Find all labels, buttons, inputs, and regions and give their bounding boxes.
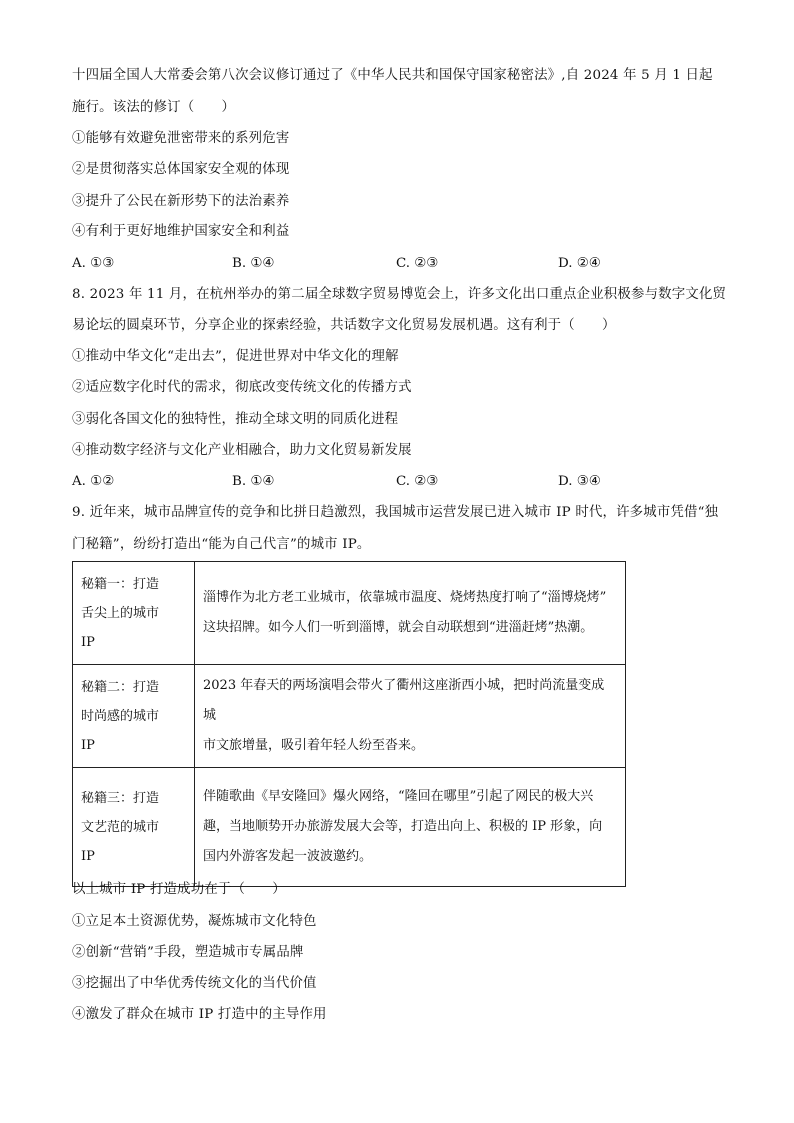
label-line: 秘籍三：打造 (81, 790, 160, 806)
table-row (73, 665, 626, 768)
q8-option-b: B. ①④ (232, 474, 275, 489)
q8-item-3: ③弱化各国文化的独特性，推动全球文明的同质化进程 (72, 412, 399, 427)
content-line: 市文旅增量，吸引着年轻人纷至沓来。 (203, 738, 425, 753)
content-line: 这块招牌。如今人们一听到淄博，就会自动联想到“进淄赶烤”热潮。 (203, 620, 594, 635)
table-row-label (73, 768, 195, 887)
content-line: 伴随歌曲《早安隆回》爆火网络，“隆回在哪里”引起了网民的极大兴 (203, 789, 594, 804)
q8-item-2: ②适应数字化时代的需求，彻底改变传统文化的传播方式 (72, 380, 412, 395)
table-row-content (195, 665, 626, 768)
table-row (73, 562, 626, 665)
q7-option-a: A. ①③ (72, 256, 115, 271)
q9-item-3: ③挖掘出了中华优秀传统文化的当代价值 (72, 976, 317, 991)
q8-stem-line-1: 8. 2023 年 11 月，在杭州举办的第二届全球数字贸易博览会上，许多文化出口重点企业积极参与数字文化贸 (72, 287, 727, 302)
q7-item-2: ②是贯彻落实总体国家安全观的体现 (72, 162, 290, 177)
table-row-content (195, 562, 626, 665)
q9-stem-line-2: 门秘籍”，纷纷打造出“能为自己代言”的城市 IP。 (72, 537, 371, 552)
q8-options (72, 472, 732, 492)
q8-item-4: ④推动数字经济与文化产业相融合，助力文化贸易新发展 (72, 443, 412, 458)
q7-option-d: D. ②④ (558, 256, 601, 271)
table-row (73, 768, 626, 887)
q7-options (72, 254, 732, 274)
table-row-label (73, 665, 195, 768)
q7-item-3: ③提升了公民在新形势下的法治素养 (72, 194, 290, 209)
label-line: 文艺范的城市 (81, 819, 160, 835)
label-line: 时尚感的城市 (81, 708, 160, 724)
q7-option-b: B. ①④ (232, 256, 275, 271)
city-ip-table (72, 561, 626, 887)
q9-item-1: ①立足本土资源优势，凝炼城市文化特色 (72, 914, 317, 929)
q9-item-2: ②创新“营销”手段，塑造城市专属品牌 (72, 945, 304, 960)
content-line: 国内外游客发起一波波邀约。 (203, 849, 373, 864)
q8-option-d: D. ③④ (558, 474, 601, 489)
q9-question: 以上城市 IP 打造成功在于（ ） (72, 882, 286, 897)
q7-item-4: ④有利于更好地维护国家安全和利益 (72, 224, 290, 239)
content-line: 淄博作为北方老工业城市，依靠城市温度、烧烤热度打响了“淄博烧烤” (203, 590, 607, 605)
q8-item-1: ①推动中华文化“走出去”，促进世界对中华文化的理解 (72, 349, 399, 364)
label-line: IP (81, 634, 95, 650)
content-line: 趣，当地顺势开办旅游发展大会等，打造出向上、积极的 IP 形象，向 (203, 819, 603, 834)
label-line: IP (81, 737, 95, 753)
q7-stem-line-1: 十四届全国人大常委会第八次会议修订通过了《中华人民共和国保守国家秘密法》,自 2024 年 5 月 1 日起 (72, 68, 713, 83)
q9-stem-line-1: 9. 近年来，城市品牌宣传的竞争和比拼日趋激烈，我国城市运营发展已进入城市 IP 时代，许多城市凭借“独 (72, 505, 719, 520)
label-line: 秘籍一：打造 (81, 576, 160, 592)
q7-option-c: C. ②③ (396, 256, 439, 271)
table-row-content (195, 768, 626, 887)
q8-stem-line-2: 易论坛的圆桌环节，分享企业的探索经验，共话数字文化贸易发展机遇。这有利于（ ） (72, 318, 616, 333)
q8-option-c: C. ②③ (396, 474, 439, 489)
q7-stem-line-2: 施行。该法的修订（ ） (72, 100, 236, 115)
table-row-label (73, 562, 195, 665)
content-line: 2023 年春天的两场演唱会带火了衢州这座浙西小城，把时尚流量变成城 (203, 678, 605, 723)
q8-option-a: A. ①② (72, 474, 115, 489)
label-line: IP (81, 848, 95, 864)
q7-item-1: ①能够有效避免泄密带来的系列危害 (72, 131, 290, 146)
q9-item-4: ④激发了群众在城市 IP 打造中的主导作用 (72, 1007, 327, 1022)
label-line: 舌尖上的城市 (81, 605, 160, 621)
label-line: 秘籍二：打造 (81, 679, 160, 695)
